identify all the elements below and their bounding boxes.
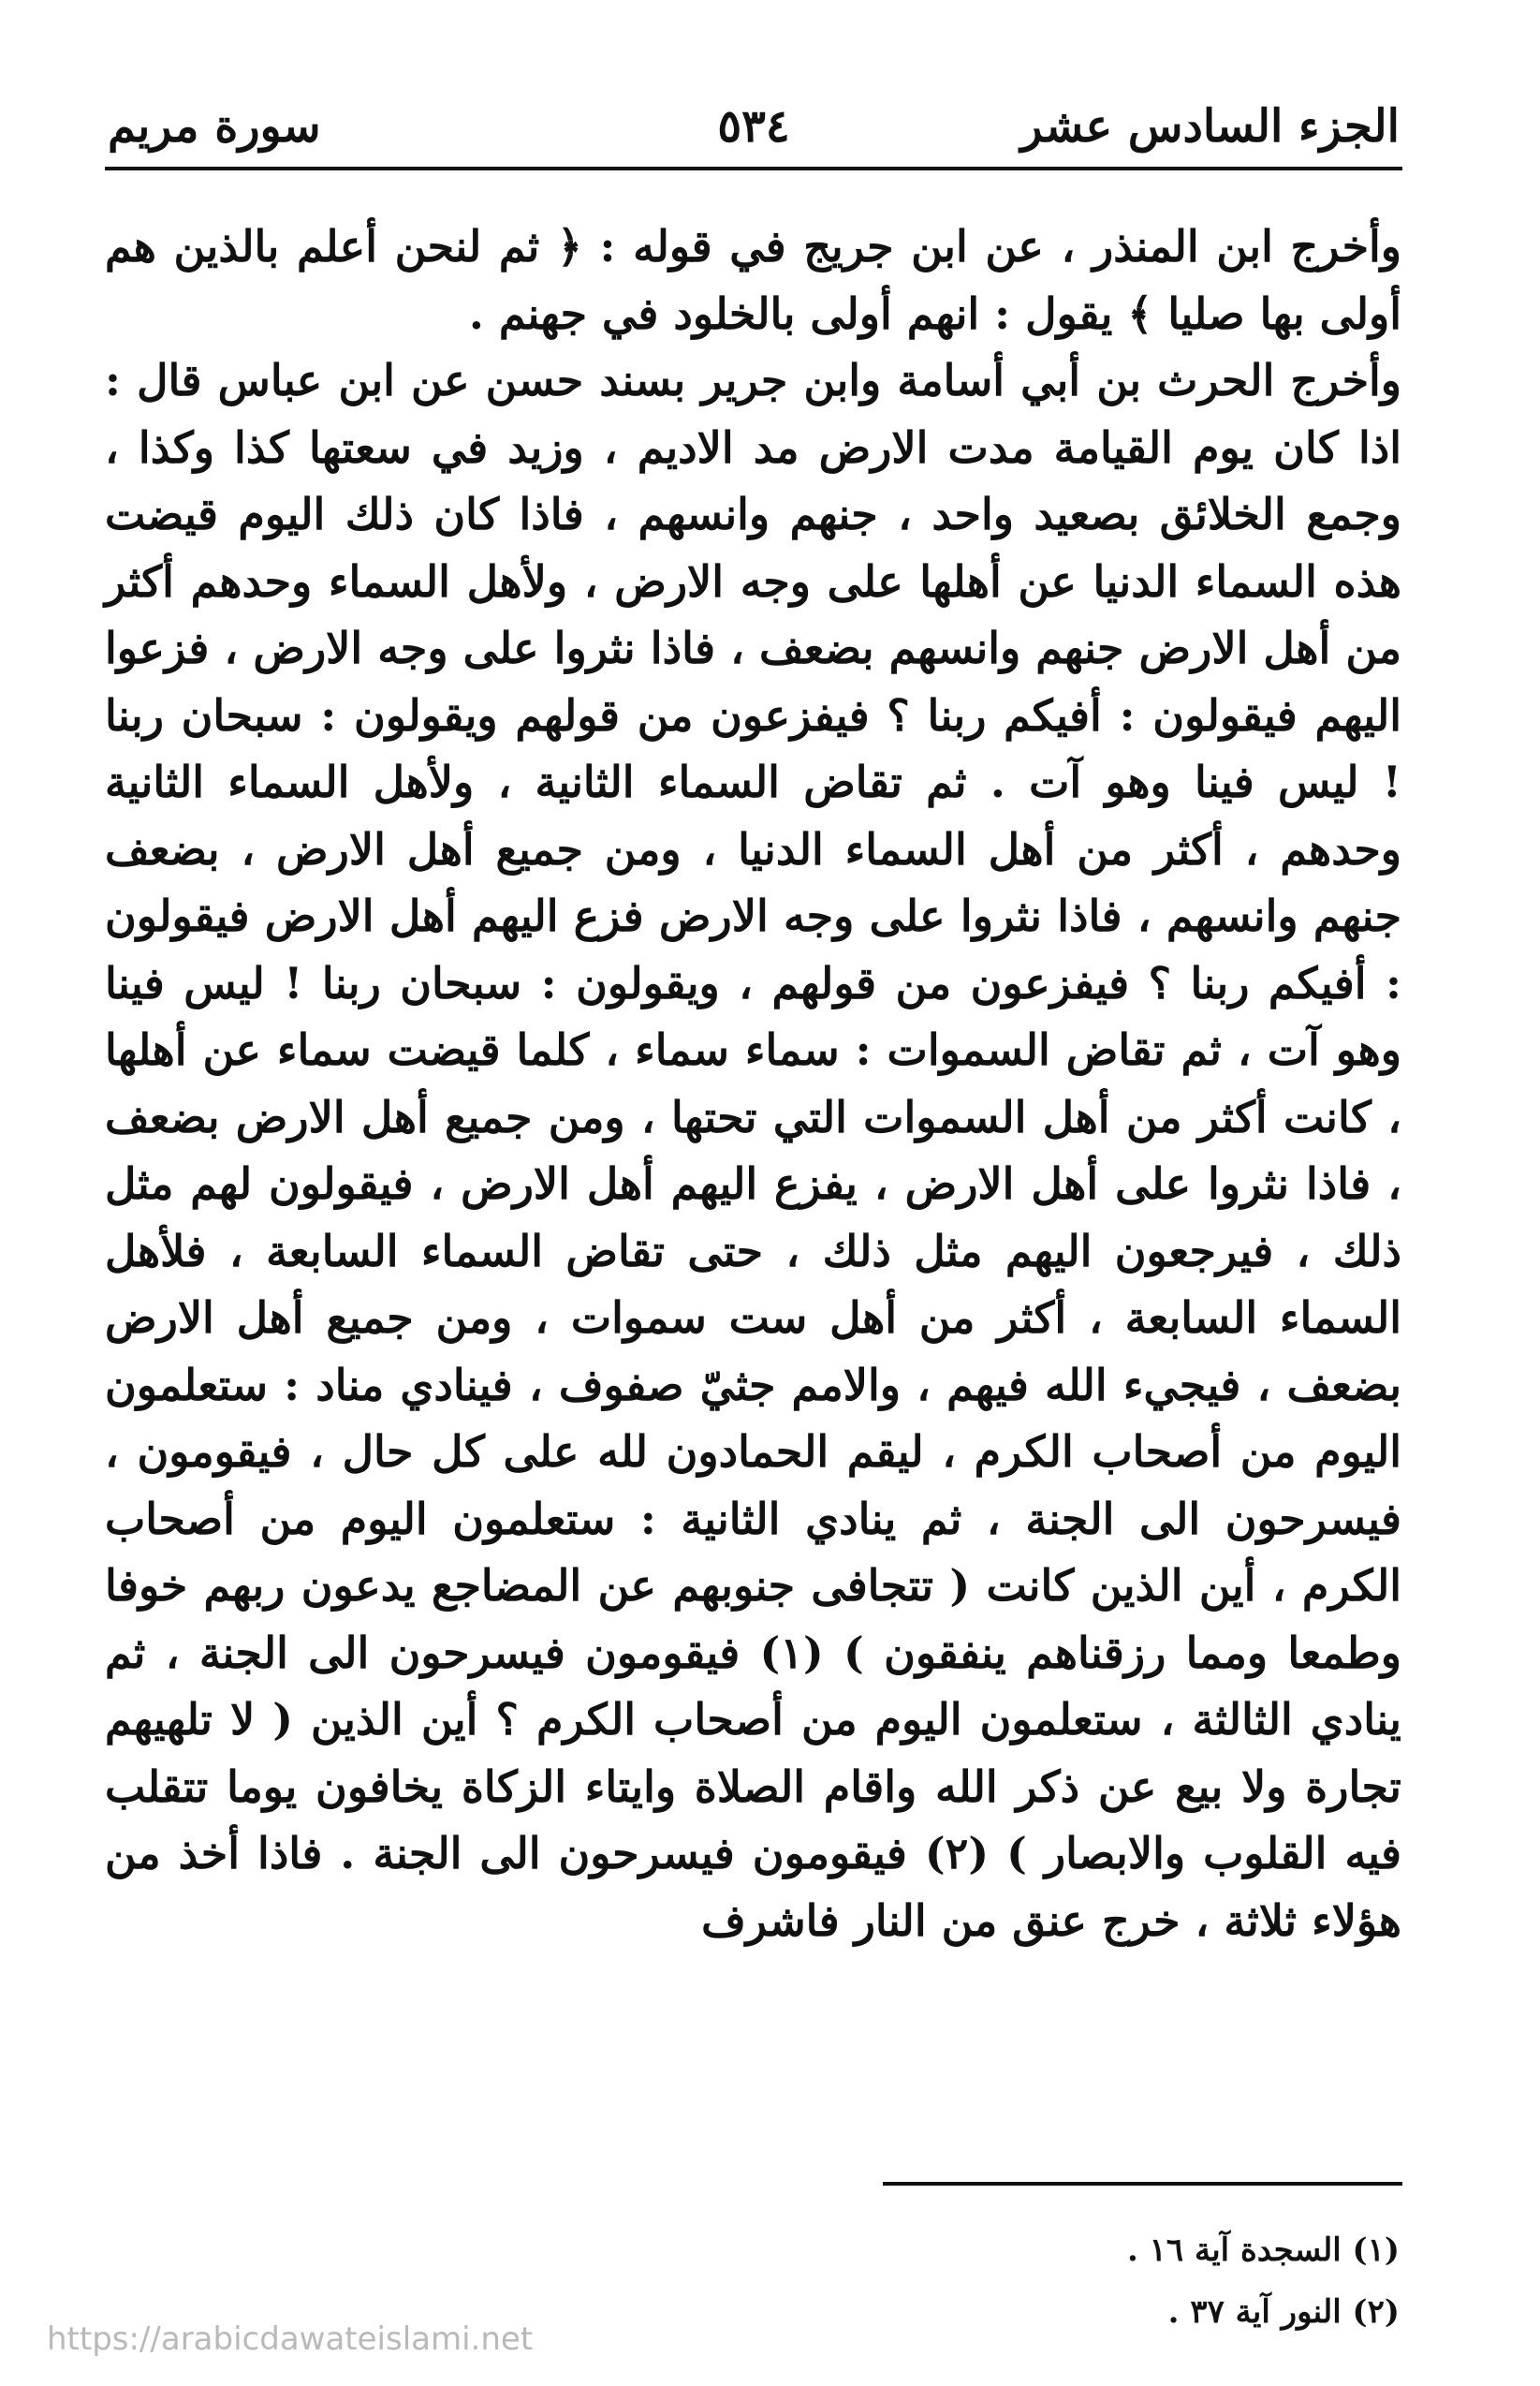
header-divider: [105, 167, 1402, 170]
page-header: [108, 89, 1400, 164]
paragraph-1: وأخرج ابن المنذر ، عن ابن جريج في قوله : ﴿ ثم لنحن أعلم بالذين هم أولى بها صليا ﴾ يقول : انهم أولى بالخلود في جهنم .: [105, 221, 1401, 339]
footnotes: [843, 2219, 1400, 2343]
footnote-divider: [883, 2182, 1402, 2186]
page-number: ٥٣٤: [717, 100, 790, 153]
surah-title: سورة مريم: [108, 100, 321, 153]
paragraph-2: وأخرج الحرث بن أبي أسامة وابن جرير بسند حسن عن ابن عباس قال : اذا كان يوم القيامة مدت الارض مد الاديم ، وزيد في سعتها كذا وكذا ، وجمع الخلائق بصعيد واحد ، جنهم وانسهم ، فاذا كان ذلك اليوم قيضت هذه السماء الدنيا عن أهلها على وجه الارض ، ولأهل السماء وحدهم أكثر من أهل الارض جنهم وانسهم بضعف ، فاذا نثروا على وجه الارض ، فزعوا اليهم فيقولون : أفيكم ربنا ؟ فيفزعون من قولهم ويقولون : سبحان ربنا ! ليس فينا وهو آت . ثم تقاض السماء الثانية ، ولأهل السماء الثانية وحدهم ، أكثر من أهل السماء الدنيا ، ومن جميع أهل الارض ، بضعف جنهم وانسهم ، فاذا نثروا على وجه الارض فزع اليهم أهل الارض فيقولون : أفيكم ربنا ؟ فيفزعون من قولهم ، ويقولون : سبحان ربنا ! ليس فينا وهو آت ، ثم تقاض السموات : سماء سماء ، كلما قيضت سماء عن أهلها ، كانت أكثر من أهل السموات التي تحتها ، ومن جميع أهل الارض بضعف ، فاذا نثروا على أهل الارض ، يفزع اليهم أهل الارض ، فيقولون لهم مثل ذلك ، فيرجعون اليهم مثل ذلك ، حتى تقاض السماء السابعة ، فلأهل السماء السابعة ، أكثر من أهل ست سموات ، ومن جميع أهل الارض بضعف ، فيجيء الله فيهم ، والامم جثيّ صفوف ، فينادي مناد : ستعلمون اليوم من أصحاب الكرم ، ليقم الحمادون لله على كل حال ، فيقومون ، فيسرحون الى الجنة ، ثم ينادي الثانية : ستعلمون اليوم من أصحاب الكرم ، أين الذين كانت ( تتجافى جنوبهم عن المضاجع يدعون ربهم خوفا وطمعا ومما رزقناهم ينفقون ) (١) فيقومون فيسرحون الى الجنة ، ثم ينادي الثالثة ، ستعلمون اليوم من أصحاب الكرم ؟ أين الذين ( لا تلهيهم تجارة ولا بيع عن ذكر الله واقام الصلاة وايتاء الزكاة يخافون يوما تتقلب فيه القلوب والابصار ) (٢) فيقومون فيسرحون الى الجنة . فاذا أخذ من هؤلاء ثلاثة ، خرج عنق من النار فاشرف: [105, 355, 1402, 1946]
footnote-2: (٢) النور آية ٣٧ .: [1167, 2293, 1400, 2331]
main-text: [105, 214, 1401, 1954]
watermark-url: https://arabicdawateislami.net: [47, 2320, 534, 2358]
footnote-1: (١) السجدة آية ١٦ .: [1126, 2231, 1400, 2269]
part-title: الجزء السادس عشر: [1020, 100, 1400, 153]
